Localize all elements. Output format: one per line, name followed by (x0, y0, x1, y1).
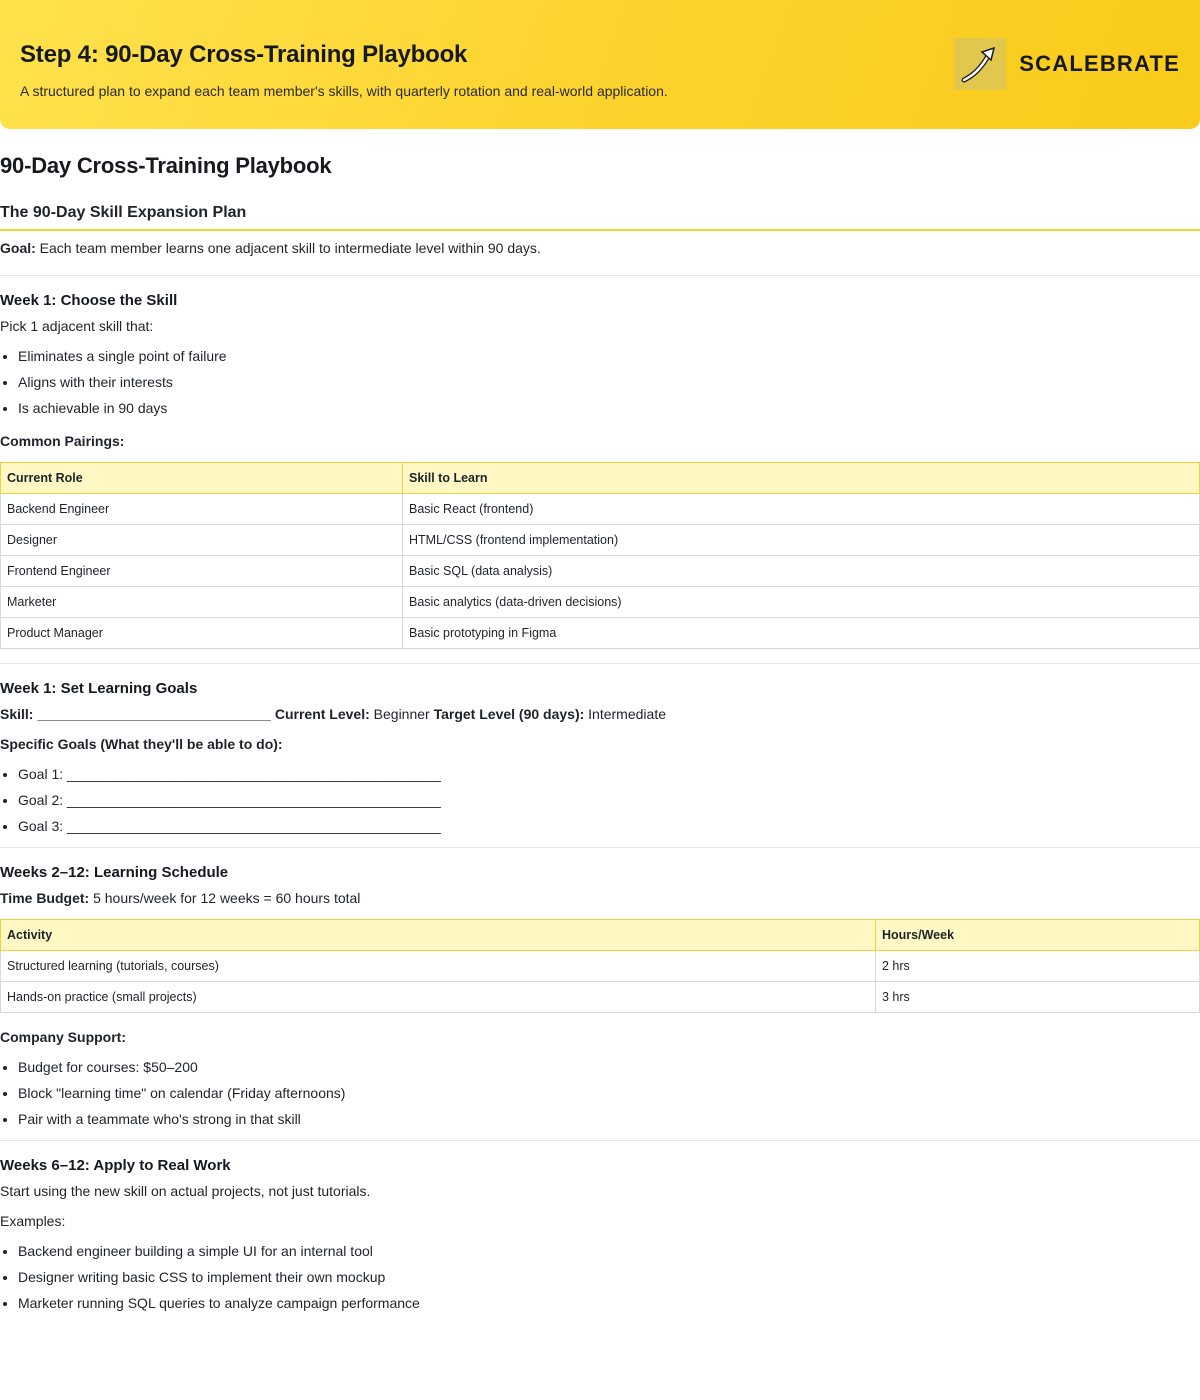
table-cell: Hands-on practice (small projects) (1, 982, 876, 1013)
divider (0, 275, 1200, 276)
pairings-table (0, 462, 1200, 649)
time-budget-text: 5 hours/week for 12 weeks = 60 hours total (89, 890, 361, 906)
goal-statement (0, 238, 1200, 258)
schedule-table (0, 919, 1200, 1013)
table-row (1, 525, 1200, 556)
list-item: • Backend engineer building a simple UI for an internal tool (18, 1241, 1200, 1261)
skill-blank[interactable]: ______________________________ (33, 706, 275, 722)
table-cell: 3 hrs (876, 982, 1200, 1013)
schedule-heading: Weeks 2–12: Learning Schedule (0, 864, 229, 881)
current-level-label: Current Level: (274, 706, 370, 722)
list-item[interactable]: • Goal 1: ________________________________________________ (18, 764, 1200, 784)
divider (0, 1140, 1200, 1141)
column-header: Hours/Week (876, 920, 1200, 951)
apply-intro: Start using the new skill on actual projects, not just tutorials. (0, 1183, 371, 1199)
list-item: • Marketer running SQL queries to analyze campaign performance (18, 1293, 1200, 1313)
pairings-label: Common Pairings: (0, 433, 125, 449)
choose-skill-intro: Pick 1 adjacent skill that: (0, 318, 154, 334)
goals-list (0, 764, 1200, 836)
time-budget-label: Time Budget: (0, 890, 90, 906)
plan-title: The 90-Day Skill Expansion Plan (0, 204, 1200, 231)
rising-arrow-icon (954, 38, 1006, 90)
main-content (0, 153, 1200, 1313)
divider (0, 663, 1200, 664)
target-level-label: Target Level (90 days): (433, 706, 585, 722)
page-title: 90-Day Cross-Training Playbook (0, 153, 332, 178)
divider (0, 847, 1200, 848)
header-title: Step 4: 90-Day Cross-Training Playbook (20, 41, 468, 68)
table-cell: Basic analytics (data-driven decisions) (403, 587, 1200, 618)
column-header: Skill to Learn (403, 463, 1200, 494)
list-item: • Is achievable in 90 days (18, 398, 1200, 418)
examples-label: Examples: (0, 1213, 66, 1229)
criteria-list (0, 346, 1200, 418)
list-item: • Designer writing basic CSS to implement their own mockup (18, 1267, 1200, 1287)
list-item: • Aligns with their interests (18, 372, 1200, 392)
table-header-row (1, 920, 1200, 951)
table-row (1, 982, 1200, 1013)
table-cell: Structured learning (tutorials, courses) (1, 951, 876, 982)
current-level-value: Beginner (369, 706, 434, 722)
table-cell: Product Manager (1, 618, 403, 649)
brand-name: SCALEBRATE (1019, 51, 1180, 76)
skill-level-line (0, 704, 1200, 724)
list-item: • Budget for courses: $50–200 (18, 1057, 1200, 1077)
goal-label: Goal: (0, 240, 36, 256)
table-row (1, 587, 1200, 618)
brand[interactable] (954, 38, 1180, 90)
list-item[interactable]: • Goal 2: ________________________________________________ (18, 790, 1200, 810)
table-row (1, 951, 1200, 982)
table-cell: 2 hrs (876, 951, 1200, 982)
header-banner (0, 0, 1200, 129)
support-list (0, 1057, 1200, 1129)
list-item: • Block "learning time" on calendar (Friday afternoons) (18, 1083, 1200, 1103)
table-cell: Basic SQL (data analysis) (403, 556, 1200, 587)
table-cell: Marketer (1, 587, 403, 618)
table-cell: Basic prototyping in Figma (403, 618, 1200, 649)
header-subtitle: A structured plan to expand each team member's skills, with quarterly rotation and real-world application. (20, 83, 668, 99)
specific-goals-label: Specific Goals (What they'll be able to do): (0, 736, 283, 752)
company-support-label: Company Support: (0, 1029, 126, 1045)
table-row (1, 556, 1200, 587)
table-row (1, 618, 1200, 649)
table-header-row (1, 463, 1200, 494)
list-item: • Eliminates a single point of failure (18, 346, 1200, 366)
table-cell: Frontend Engineer (1, 556, 403, 587)
table-cell: Backend Engineer (1, 494, 403, 525)
column-header: Current Role (1, 463, 403, 494)
choose-skill-heading: Week 1: Choose the Skill (0, 292, 178, 309)
table-cell: HTML/CSS (frontend implementation) (403, 525, 1200, 556)
table-cell: Designer (1, 525, 403, 556)
table-row (1, 494, 1200, 525)
apply-heading: Weeks 6–12: Apply to Real Work (0, 1157, 231, 1174)
examples-list (0, 1241, 1200, 1313)
target-level-value: Intermediate (584, 706, 666, 722)
list-item: • Pair with a teammate who's strong in that skill (18, 1109, 1200, 1129)
list-item[interactable]: • Goal 3: ________________________________________________ (18, 816, 1200, 836)
column-header: Activity (1, 920, 876, 951)
goal-text: Each team member learns one adjacent skill to intermediate level within 90 days. (35, 240, 541, 256)
learning-goals-heading: Week 1: Set Learning Goals (0, 680, 198, 697)
time-budget (0, 888, 1200, 908)
skill-label: Skill: (0, 706, 34, 722)
table-cell: Basic React (frontend) (403, 494, 1200, 525)
